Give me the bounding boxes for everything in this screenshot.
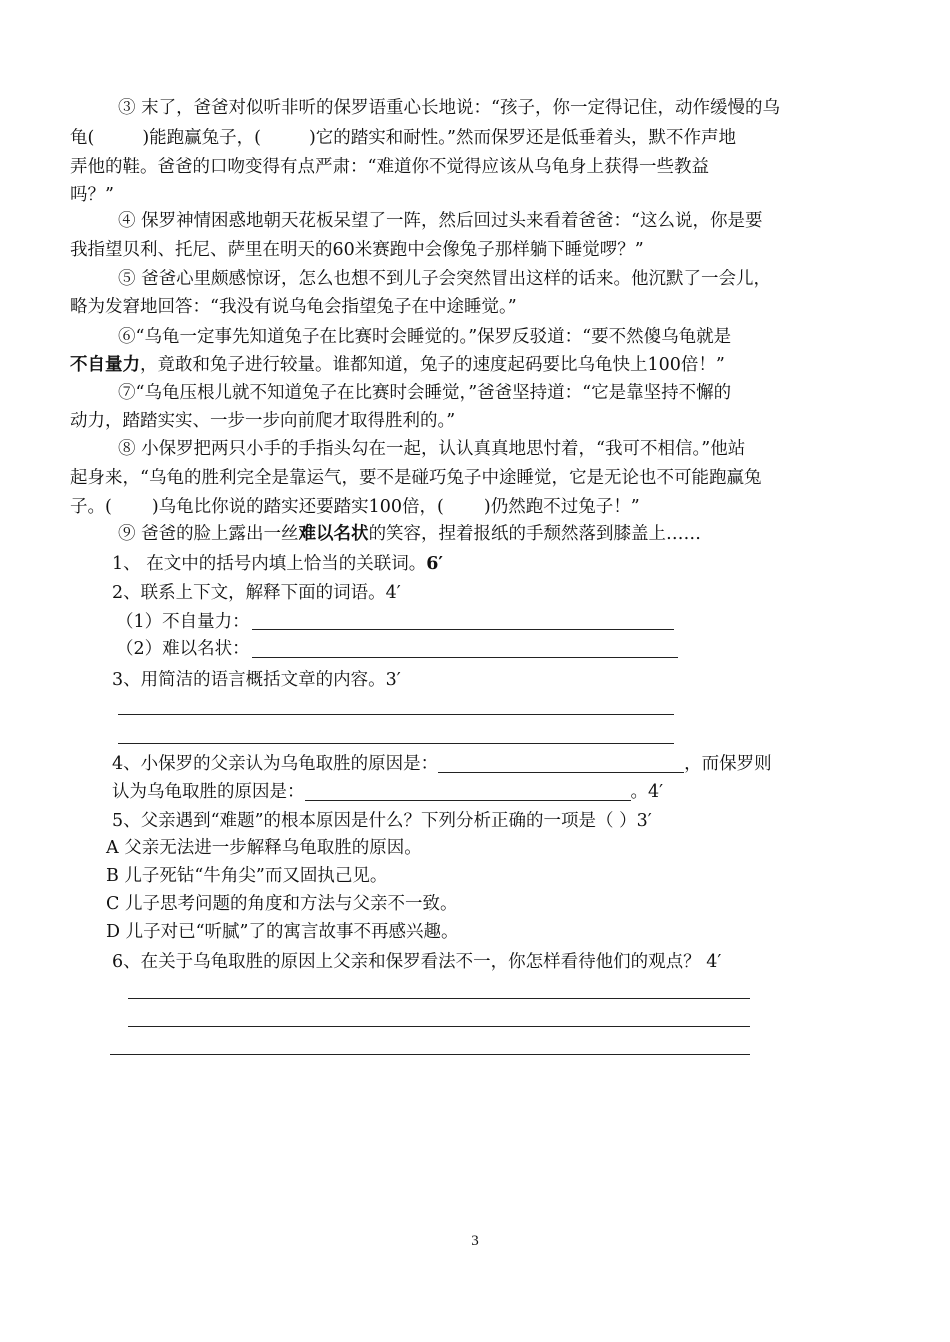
keyword-nanyimingzhuang: 难以名状 bbox=[298, 524, 369, 544]
paragraph-3-line-2 bbox=[70, 126, 736, 150]
question-4-line-1 bbox=[112, 752, 772, 776]
paragraph-8-line-2: 起身来，“乌龟的胜利完全是靠运气，要不是碰巧兔子中途睡觉，它是无论也不可能跑赢兔 bbox=[70, 468, 762, 488]
paragraph-4-line-1: ④ 保罗神情困惑地朝天花板呆望了一阵，然后回过头来看着爸爸：“这么说，你是要 bbox=[118, 211, 763, 231]
answer-line-q2-2[interactable] bbox=[252, 657, 678, 658]
question-4-line-2 bbox=[112, 780, 663, 804]
paragraph-3-line-1: ③ 末了，爸爸对似听非听的保罗语重心长地说：“孩子，你一定得记住，动作缓慢的乌 bbox=[118, 98, 781, 118]
question-5-option-c[interactable]: C 儿子思考问题的角度和方法与父亲不一致。 bbox=[106, 894, 458, 914]
text-segment: 龟( bbox=[70, 128, 95, 148]
question-2-item-2 bbox=[116, 637, 250, 661]
text-segment: 的笑容，捏着报纸的手颓然落到膝盖上…… bbox=[368, 524, 702, 544]
paragraph-8-line-1: ⑧ 小保罗把两只小手的手指头勾在一起，认认真真地思忖着，“我可不相信。”他站 bbox=[118, 439, 746, 459]
answer-line-q6-2[interactable] bbox=[128, 1026, 750, 1027]
question-2-item-1-label: （1）不自量力： bbox=[116, 612, 250, 632]
page-number: 3 bbox=[471, 1233, 479, 1249]
answer-blank-q4-2[interactable] bbox=[305, 782, 631, 801]
answer-blank-q4-1[interactable] bbox=[438, 754, 684, 773]
paragraph-6-line-1: ⑥“乌龟一定事先知道兔子在比赛时会睡觉的。”保罗反驳道：“要不然傻乌龟就是 bbox=[118, 327, 732, 347]
text-segment: 子。( bbox=[70, 497, 112, 517]
question-5: 5、父亲遇到“难题”的根本原因是什么？下列分析正确的一项是（ ）3′ bbox=[112, 811, 652, 831]
text-segment: ，竟敢和兔子进行较量。谁都知道，兔子的速度起码要比乌龟快上100倍！” bbox=[140, 355, 725, 375]
question-2-item-2-label: （2）难以名状： bbox=[116, 639, 250, 659]
paragraph-3-line-3: 弄他的鞋。爸爸的口吻变得有点严肃：“难道你不觉得应该从乌龟身上获得一些教益 bbox=[70, 157, 709, 177]
question-1 bbox=[112, 552, 443, 576]
text-segment: )乌龟比你说的踏实还要踏实100倍，( bbox=[151, 497, 444, 517]
paragraph-7-line-2: 动力，踏踏实实、一步一步向前爬才取得胜利的。” bbox=[70, 411, 456, 431]
answer-line-q6-1[interactable] bbox=[128, 998, 750, 999]
answer-line-q6-3[interactable] bbox=[110, 1054, 750, 1055]
paragraph-3-line-4: 吗？” bbox=[70, 185, 114, 205]
text-segment: )它的踏实和耐性。”然而保罗还是低垂着头，默不作声地 bbox=[308, 128, 737, 148]
question-6: 6、在关于乌龟取胜的原因上父亲和保罗看法不一，你怎样看待他们的观点？ 4′ bbox=[112, 952, 722, 972]
question-4-text-b: ，而保罗则 bbox=[684, 754, 772, 774]
question-3: 3、用简洁的语言概括文章的内容。3′ bbox=[112, 670, 401, 690]
keyword-buziliangli: 不自量力 bbox=[70, 355, 140, 375]
question-1-text: 1、 在文中的括号内填上恰当的关联词。 bbox=[112, 554, 427, 574]
text-segment: )能跑赢兔子，( bbox=[142, 128, 261, 148]
question-5-option-b[interactable]: B 儿子死钻“牛角尖”而又固执己见。 bbox=[106, 866, 388, 886]
answer-line-q2-1[interactable] bbox=[252, 629, 674, 630]
paragraph-9-line-1 bbox=[118, 522, 701, 546]
paragraph-5-line-1: ⑤ 爸爸心里颇感惊讶，怎么也想不到儿子会突然冒出这样的话来。他沉默了一会儿， bbox=[118, 269, 772, 289]
question-4-score: 。4′ bbox=[630, 782, 664, 802]
paragraph-4-line-2: 我指望贝利、托尼、萨里在明天的60米赛跑中会像兔子那样躺下睡觉啰？” bbox=[70, 240, 644, 260]
paragraph-6-line-2 bbox=[70, 353, 725, 377]
answer-line-q3-2[interactable] bbox=[118, 743, 674, 744]
question-4-text-c: 认为乌龟取胜的原因是： bbox=[112, 782, 305, 802]
question-5-option-a[interactable]: A 父亲无法进一步解释乌龟取胜的原因。 bbox=[106, 838, 422, 858]
question-4-text-a: 4、小保罗的父亲认为乌龟取胜的原因是： bbox=[112, 754, 439, 774]
paragraph-7-line-1: ⑦“乌龟压根儿就不知道兔子在比赛时会睡觉，”爸爸坚持道：“它是靠坚持不懈的 bbox=[118, 383, 732, 403]
paragraph-8-line-3 bbox=[70, 495, 640, 519]
answer-line-q3-1[interactable] bbox=[118, 714, 674, 715]
question-5-option-d[interactable]: D 儿子对已“听腻”了的寓言故事不再感兴趣。 bbox=[106, 922, 459, 942]
question-1-score: 6′ bbox=[426, 554, 443, 574]
question-2-item-1 bbox=[116, 610, 250, 634]
question-2: 2、联系上下文，解释下面的词语。4′ bbox=[112, 583, 401, 603]
text-segment: )仍然跑不过兔子！” bbox=[483, 497, 640, 517]
text-segment: ⑨ 爸爸的脸上露出一丝 bbox=[118, 524, 299, 544]
paragraph-5-line-2: 略为发窘地回答：“我没有说乌龟会指望兔子在中途睡觉。” bbox=[70, 297, 517, 317]
